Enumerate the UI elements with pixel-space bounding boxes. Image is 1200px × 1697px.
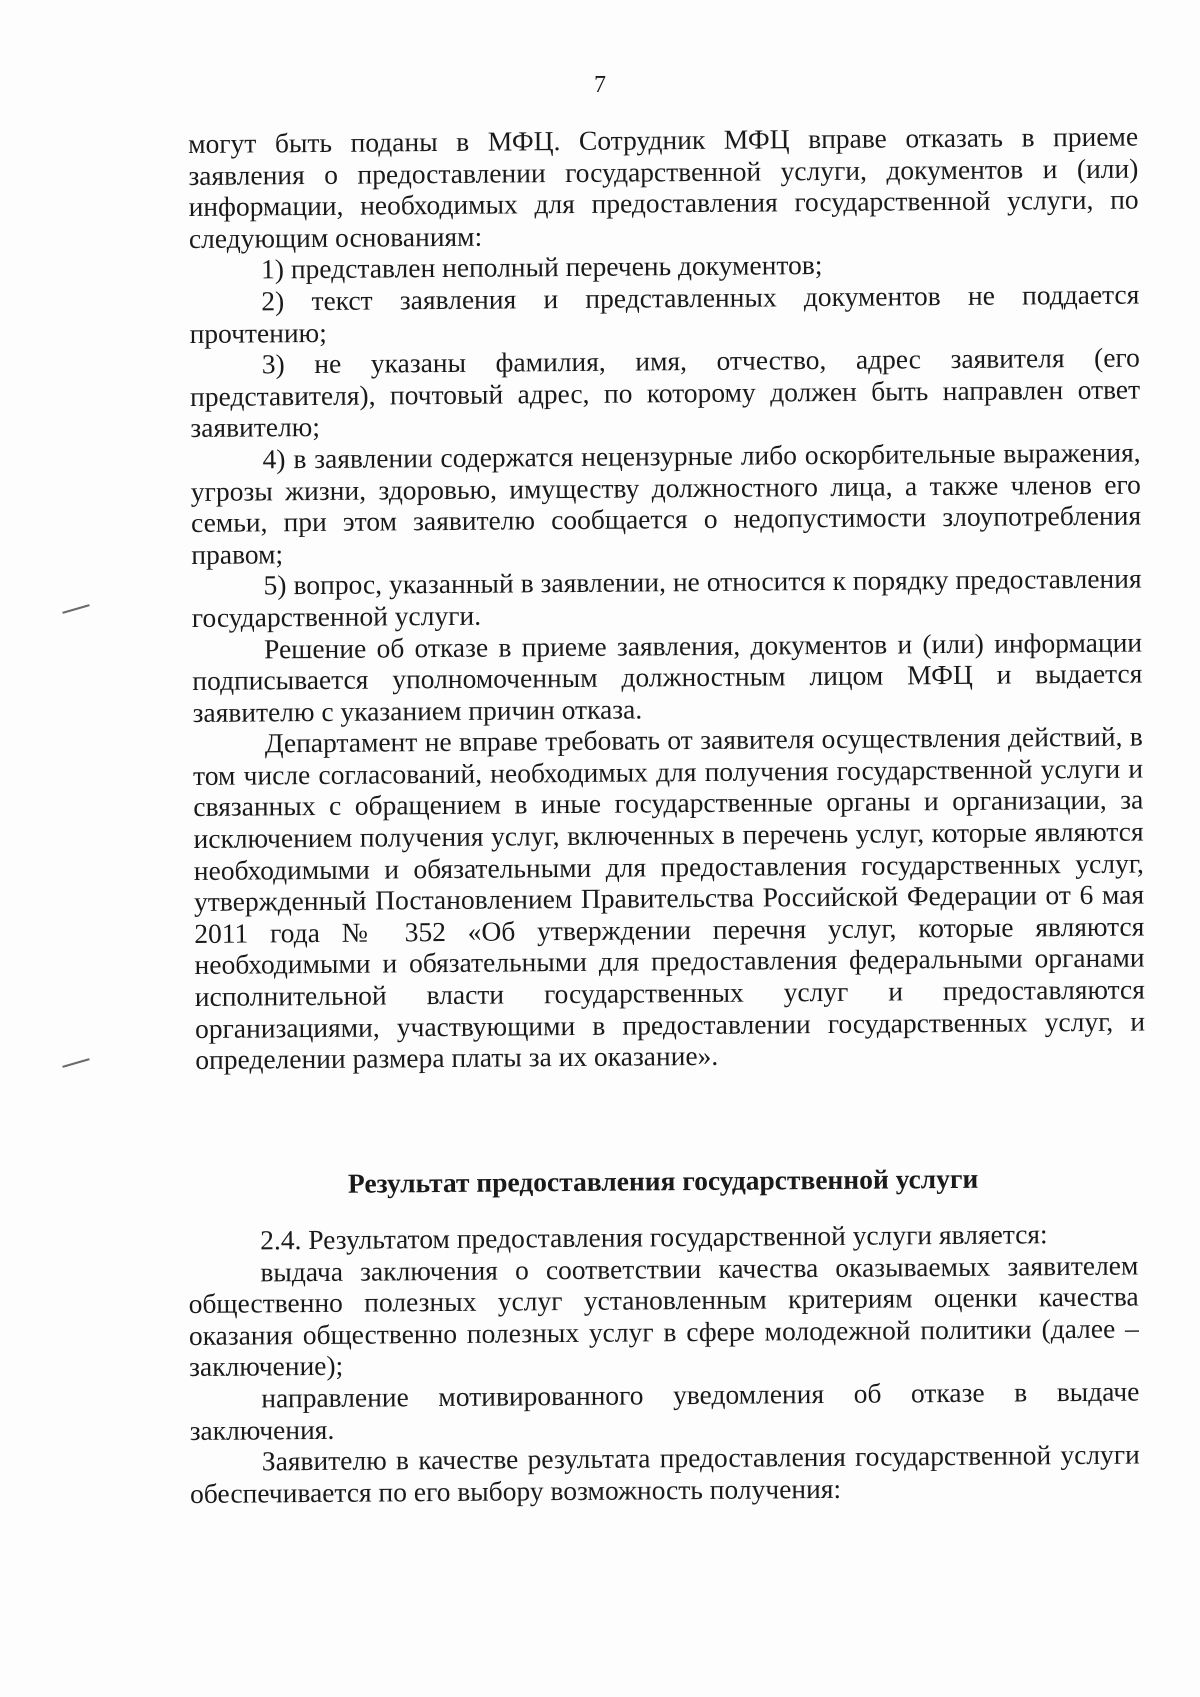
paragraph: 4) в заявлении содержатся нецензурные либо оскорбительные выражения, угрозы жизни, здоровью, имуществу должностного лица, а также членов его семьи, при этом заявителю сообщается о недопустимости злоупотребления правом;: [190, 436, 1142, 570]
paragraph: Заявителю в качестве результата предоставления государственной услуги обеспечивается по его выбору возможность получения:: [189, 1438, 1140, 1509]
paragraph: Решение об отказе в приеме заявления, документов и (или) информации подписывается уполномоченным должностным лицом МФЦ и выдается заявителю с указанием причин отказа.: [192, 626, 1143, 728]
body-text-part-2: [188, 1218, 1140, 1510]
section-heading: Результат предоставления государственной услуги: [347, 1162, 979, 1199]
paragraph: выдача заключения о соответствии качества оказываемых заявителем общественно полезных услуг установленным критериям оценки качества оказания общественно полезных услуг в сфере молодежной политики (далее – заключение);: [188, 1249, 1139, 1383]
paragraph: 3) не указаны фамилия, имя, отчество, адрес заявителя (его представителя), почтовый адрес, по которому должен быть направлен ответ заявителю;: [189, 341, 1141, 444]
paragraph: 1) представлен неполный перечень документов;: [260, 249, 823, 285]
paragraph: могут быть поданы в МФЦ. Сотрудник МФЦ вправе отказать в приеме заявления о предоставлении государственной услуги, документов и (или) информации, необходимых для предоставления государственной услуги, по следующим основаниям:: [188, 120, 1139, 254]
margin-mark: [62, 604, 89, 614]
paragraph: 5) вопрос, указанный в заявлении, не относится к порядку предоставления государственной услуги.: [191, 562, 1142, 633]
body-text-part-1: [188, 121, 1145, 1076]
paragraph: 2.4. Результатом предоставления государственной услуги является:: [259, 1218, 1048, 1256]
paragraph: направление мотивированного уведомления об отказе в выдаче заключения.: [189, 1375, 1140, 1446]
paragraph: Департамент не вправе требовать от заявителя осуществления действий, в том числе согласований, необходимых для получения государственной услуги и связанных с обращением в иные государственные органы и организации, за исключением получения услуг, включенных в перечень услуг, которые являются необходимыми и обязательными для предоставления государственных услуг, утвержденный Постановлением Правительства Российской Федерации от 6 мая 2011 года № 352 «Об утверждении перечня услуг, которые являются необходимыми и обязательными для предоставления федеральными органами исполнительной власти государственных услуг и предоставляются организациями, участвующими в предоставлении государственных услуг, и определении размера платы за их оказание».: [192, 720, 1146, 1076]
margin-mark: [62, 1058, 89, 1068]
paragraph: 2) текст заявления и представленных документов не поддается прочтению;: [189, 278, 1140, 349]
page-number: 7: [594, 72, 606, 98]
